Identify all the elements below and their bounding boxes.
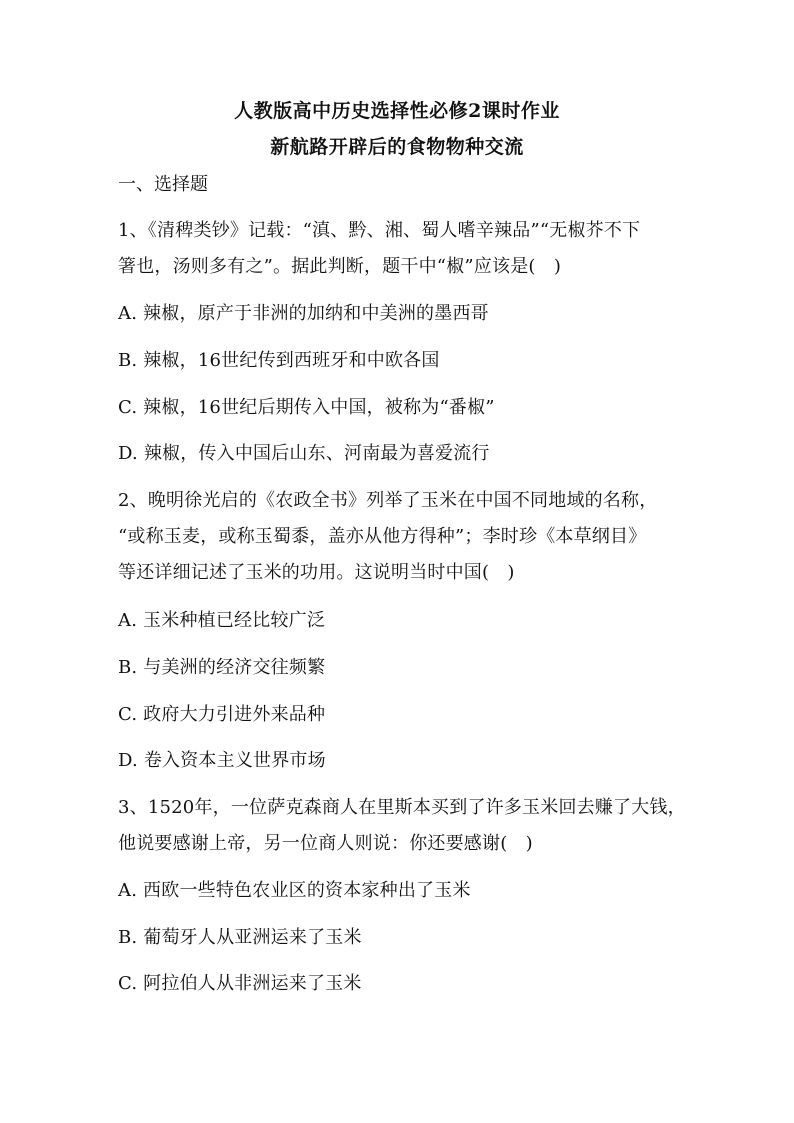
question-2-option-b: B. 与美洲的经济交往频繁 [118,657,326,678]
question-2-option-a: A. 玉米种植已经比较广泛 [118,610,326,631]
question-1-stem-line-2: 箸也，汤则多有之”。据此判断，题干中“椒”应该是( ) [118,256,562,277]
question-2-option-d: D. 卷入资本主义世界市场 [118,750,326,771]
question-3-option-b: B. 葡萄牙人从亚洲运来了玉米 [118,927,362,948]
question-1-option-d: D. 辣椒，传入中国后山东、河南最为喜爱流行 [118,443,490,464]
question-1-option-b: B. 辣椒，16世纪传到西班牙和中欧各国 [118,350,440,371]
question-3-stem-line-2: 他说要感谢上帝，另一位商人则说：你还要感谢( ) [118,833,533,854]
section-heading: 一、选择题 [118,174,208,195]
question-2-stem-line-3: 等还详细记述了玉米的功用。这说明当时中国( ) [118,562,515,583]
question-2-stem-line-1: 2、晚明徐光启的《农政全书》列举了玉米在中国不同地域的名称， [118,490,658,511]
document-subtitle: 新航路开辟后的食物物种交流 [270,136,524,158]
question-3-option-c: C. 阿拉伯人从非洲运来了玉米 [118,973,362,994]
document-title: 人教版高中历史选择性必修2课时作业 [234,100,560,122]
question-2-option-c: C. 政府大力引进外来品种 [118,704,326,725]
question-1-stem-line-1: 1、《清稗类钞》记载：“滇、黔、湘、蜀人嗜辛辣品”“无椒芥不下 [118,220,641,241]
question-1-option-a: A. 辣椒，原产于非洲的加纳和中美洲的墨西哥 [118,303,489,324]
question-3-stem-line-1: 3、1520年，一位萨克森商人在里斯本买到了许多玉米回去赚了大钱， [118,797,686,818]
question-1-option-c: C. 辣椒，16世纪后期传入中国，被称为“番椒” [118,397,495,418]
question-3-option-a: A. 西欧一些特色农业区的资本家种出了玉米 [118,880,471,901]
question-2-stem-line-2: “或称玉麦，或称玉蜀黍，盖亦从他方得种”；李时珍《本草纲目》 [118,526,647,547]
